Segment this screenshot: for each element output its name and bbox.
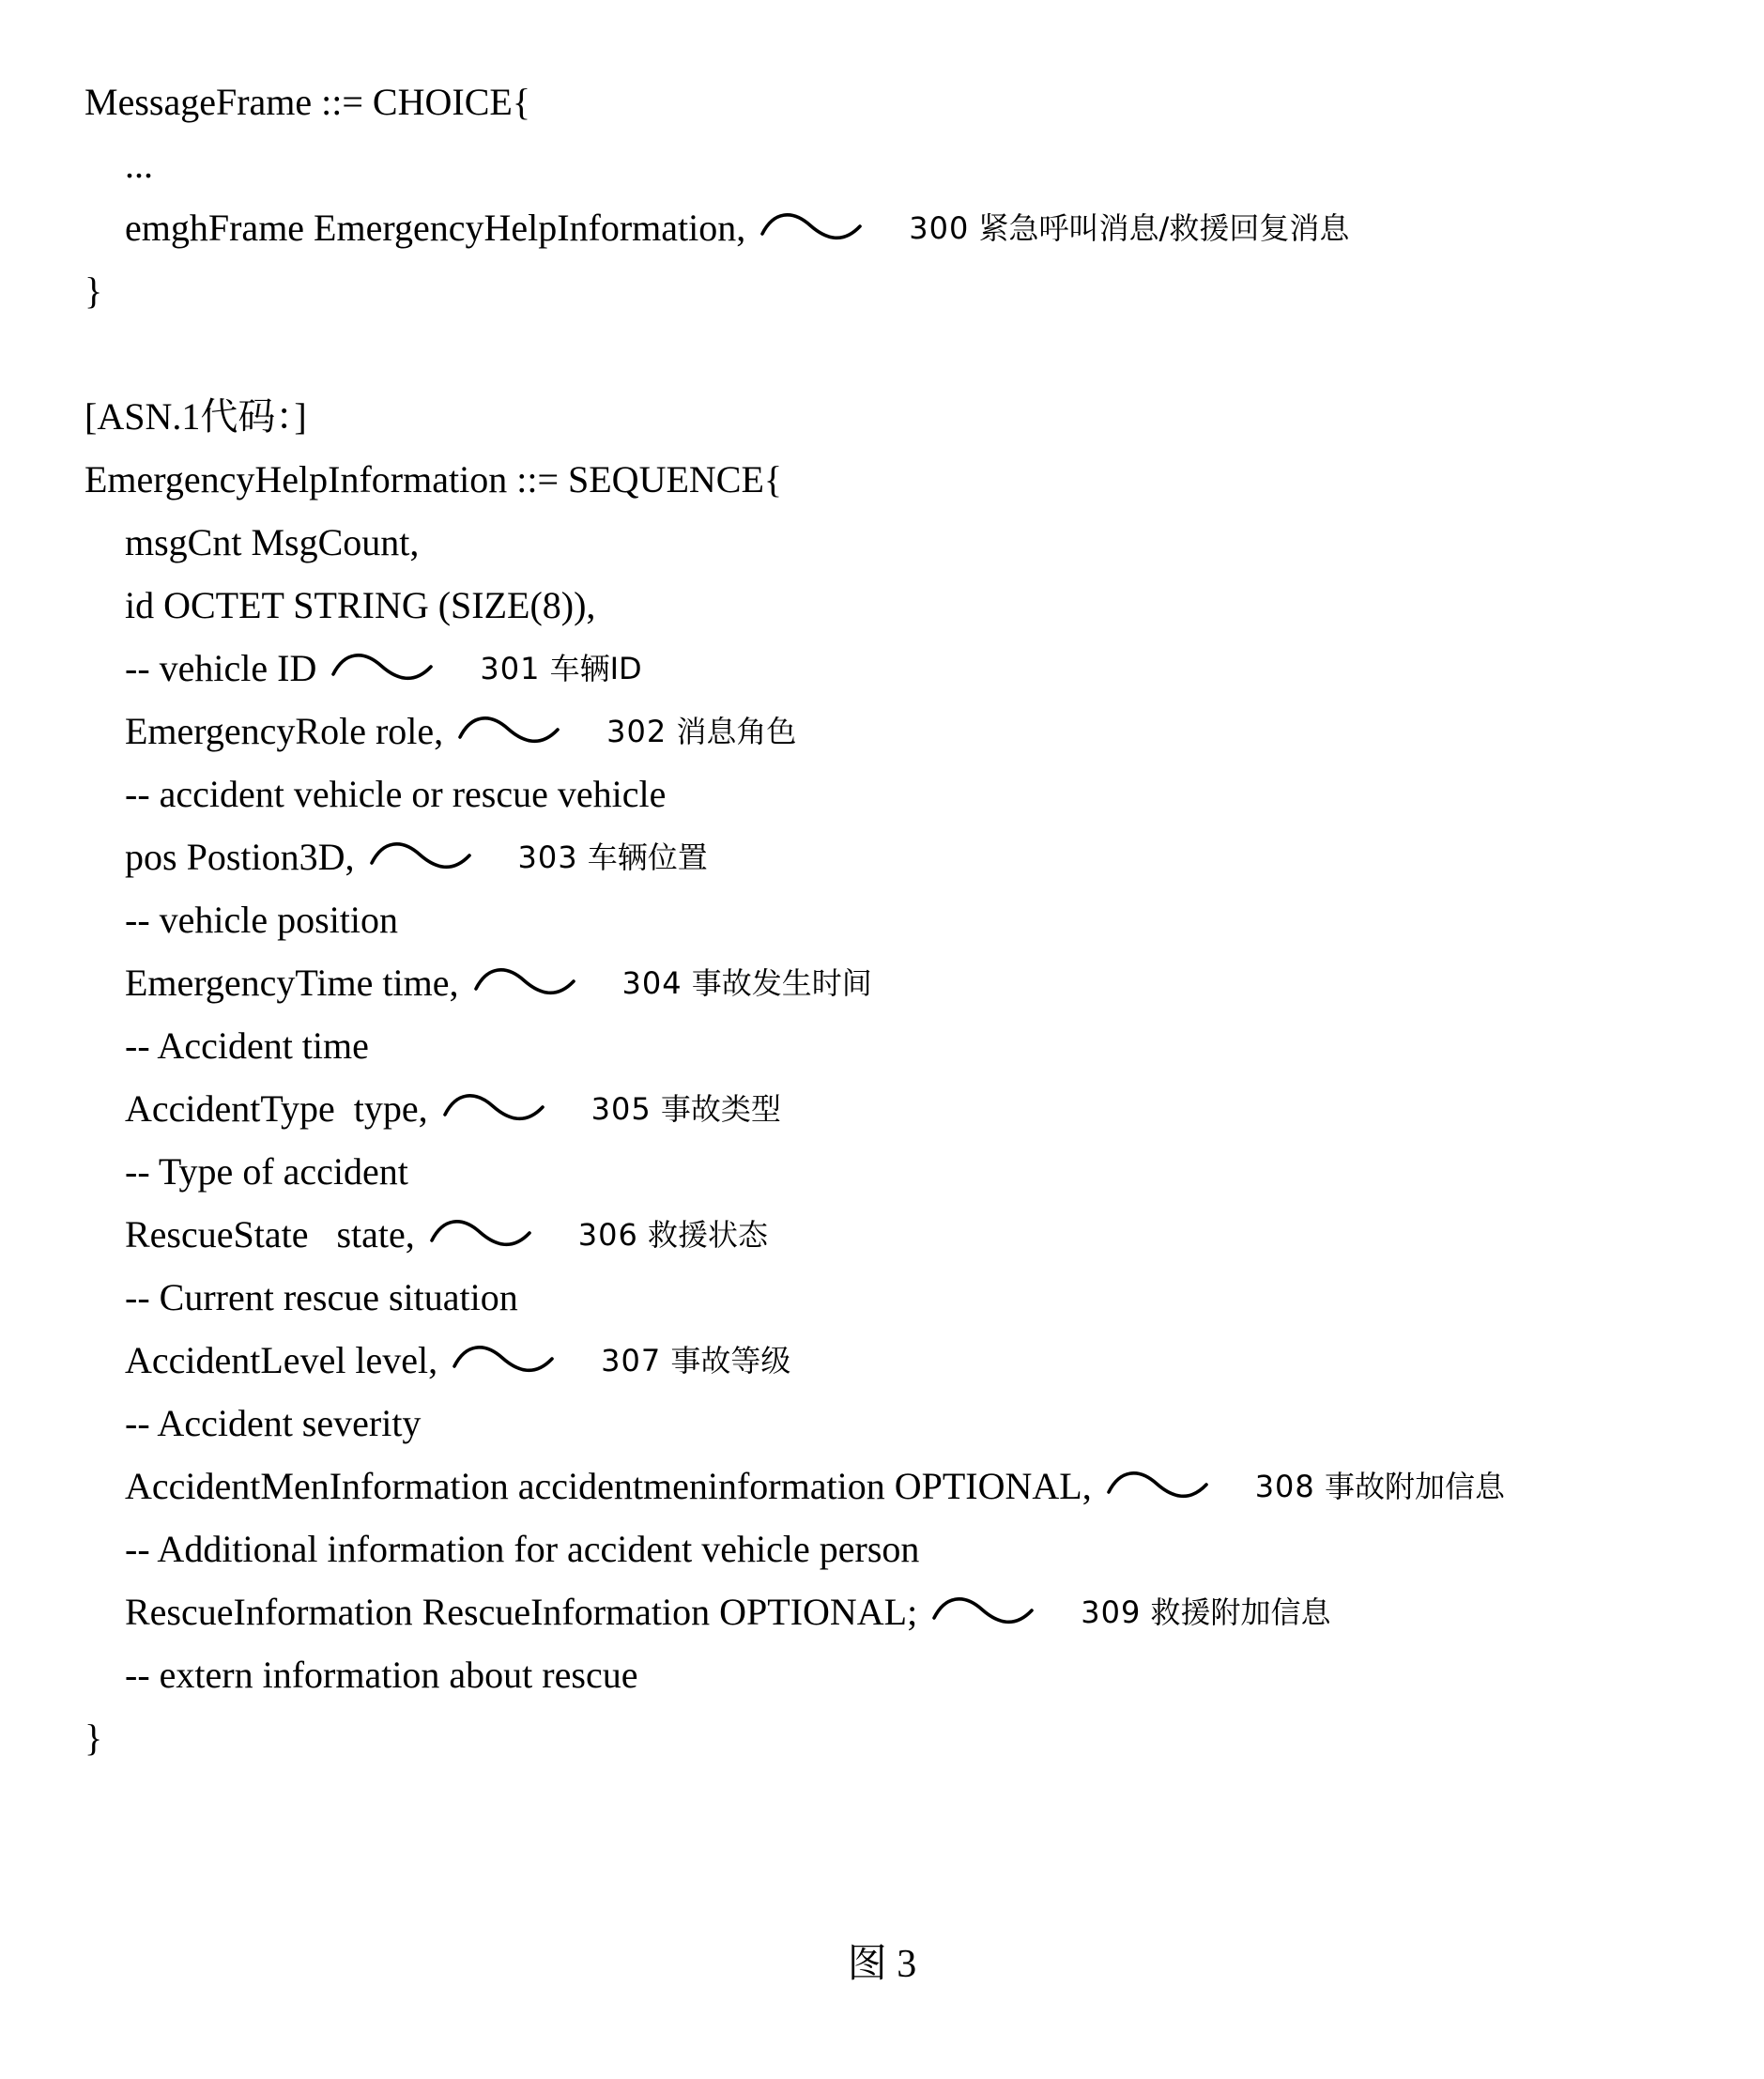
code-text: -- vehicle ID	[125, 646, 317, 689]
code-text: RescueState state,	[125, 1212, 415, 1255]
code-line	[0, 1517, 1764, 1580]
squiggle-connector-icon	[930, 1594, 1035, 1631]
reference-label: 救援状态	[637, 1216, 769, 1253]
code-text: RescueInformation RescueInformation OPTIONAL;	[125, 1590, 918, 1633]
reference-number: 309	[1081, 1594, 1142, 1630]
code-line	[0, 1329, 1764, 1392]
code-text: AccidentMenInformation accidentmeninformation OPTIONAL,	[125, 1464, 1092, 1507]
code-line	[0, 1392, 1764, 1455]
squiggle-connector-icon	[472, 964, 577, 1002]
code-line	[0, 448, 1764, 511]
reference-label: 紧急呼叫消息/救援回复消息	[969, 209, 1350, 246]
code-text: }	[84, 1716, 103, 1759]
code-line	[0, 511, 1764, 574]
squiggle-connector-icon	[441, 1090, 546, 1128]
reference-annotation	[1254, 1468, 1505, 1504]
squiggle-connector-icon	[428, 1216, 533, 1254]
code-text: AccidentLevel level,	[125, 1338, 438, 1381]
squiggle-connector-icon	[451, 1342, 556, 1379]
reference-label: 事故类型	[651, 1090, 781, 1127]
blank-line	[0, 322, 1764, 385]
reference-number: 305	[591, 1090, 652, 1127]
code-line	[0, 1203, 1764, 1266]
reference-label: 救援附加信息	[1141, 1594, 1331, 1630]
reference-annotation	[577, 1216, 769, 1253]
asn1-code-block	[0, 70, 1764, 1769]
code-line	[0, 1706, 1764, 1769]
reference-annotation	[606, 713, 797, 749]
code-line	[0, 259, 1764, 322]
reference-number: 308	[1254, 1468, 1315, 1504]
squiggle-connector-icon	[1105, 1468, 1210, 1505]
squiggle-connector-icon	[456, 713, 561, 750]
code-text: msgCnt MsgCount,	[125, 520, 420, 563]
code-text: id OCTET STRING (SIZE(8)),	[125, 583, 596, 626]
code-text: -- Current rescue situation	[125, 1275, 518, 1318]
code-text: -- Accident severity	[125, 1401, 422, 1444]
code-text: -- Type of accident	[125, 1149, 408, 1193]
reference-number: 303	[517, 839, 578, 875]
reference-number: 306	[577, 1216, 638, 1253]
code-text: pos Postion3D,	[125, 835, 355, 878]
code-line	[0, 762, 1764, 825]
figure-caption: 图 3	[847, 1943, 917, 1986]
reference-number: 302	[606, 713, 667, 749]
code-line	[0, 1455, 1764, 1517]
code-line	[0, 385, 1764, 448]
reference-label: 车辆位置	[577, 839, 708, 875]
reference-label: 事故等级	[661, 1342, 791, 1378]
reference-annotation	[1081, 1594, 1331, 1630]
code-text: -- Additional information for accident vehicle person	[125, 1527, 920, 1570]
code-text: }	[84, 269, 103, 312]
reference-label: 消息角色	[667, 713, 797, 749]
reference-number: 301	[480, 650, 541, 686]
reference-label: 事故发生时间	[682, 964, 872, 1001]
reference-annotation	[517, 839, 708, 875]
reference-label: 车辆ID	[540, 650, 642, 686]
code-line	[0, 1580, 1764, 1643]
code-text: [ASN.1代码：]	[84, 394, 307, 438]
code-text: -- accident vehicle or rescue vehicle	[125, 772, 667, 815]
code-text: EmergencyRole role,	[125, 709, 444, 752]
code-line	[0, 951, 1764, 1014]
code-line	[0, 700, 1764, 762]
code-line	[0, 637, 1764, 700]
code-text: ...	[125, 143, 153, 186]
squiggle-connector-icon	[330, 650, 435, 687]
code-text: -- Accident time	[125, 1024, 369, 1067]
code-text: -- extern information about rescue	[125, 1653, 638, 1696]
code-line	[0, 1077, 1764, 1140]
code-line	[0, 1266, 1764, 1329]
code-line	[0, 574, 1764, 637]
squiggle-connector-icon	[368, 839, 473, 876]
code-text: MessageFrame ::= CHOICE{	[84, 80, 531, 123]
code-text: EmergencyTime time,	[125, 961, 459, 1004]
reference-number: 307	[601, 1342, 662, 1378]
squiggle-connector-icon	[759, 209, 864, 247]
code-line	[0, 196, 1764, 259]
reference-annotation	[480, 650, 642, 686]
code-line	[0, 888, 1764, 951]
code-line	[0, 133, 1764, 196]
reference-annotation	[909, 209, 1350, 246]
code-line	[0, 1643, 1764, 1706]
code-line	[0, 1140, 1764, 1203]
code-line	[0, 70, 1764, 133]
reference-annotation	[601, 1342, 791, 1378]
reference-number: 300	[909, 209, 970, 246]
reference-number: 304	[621, 964, 683, 1001]
code-line	[0, 1014, 1764, 1077]
reference-annotation	[621, 964, 872, 1001]
code-text: EmergencyHelpInformation ::= SEQUENCE{	[84, 457, 783, 500]
code-line	[0, 825, 1764, 888]
code-text: -- vehicle position	[125, 898, 399, 941]
reference-label: 事故附加信息	[1314, 1468, 1505, 1504]
reference-annotation	[591, 1090, 781, 1127]
code-text: emghFrame EmergencyHelpInformation,	[125, 206, 746, 249]
code-text: AccidentType type,	[125, 1086, 428, 1130]
